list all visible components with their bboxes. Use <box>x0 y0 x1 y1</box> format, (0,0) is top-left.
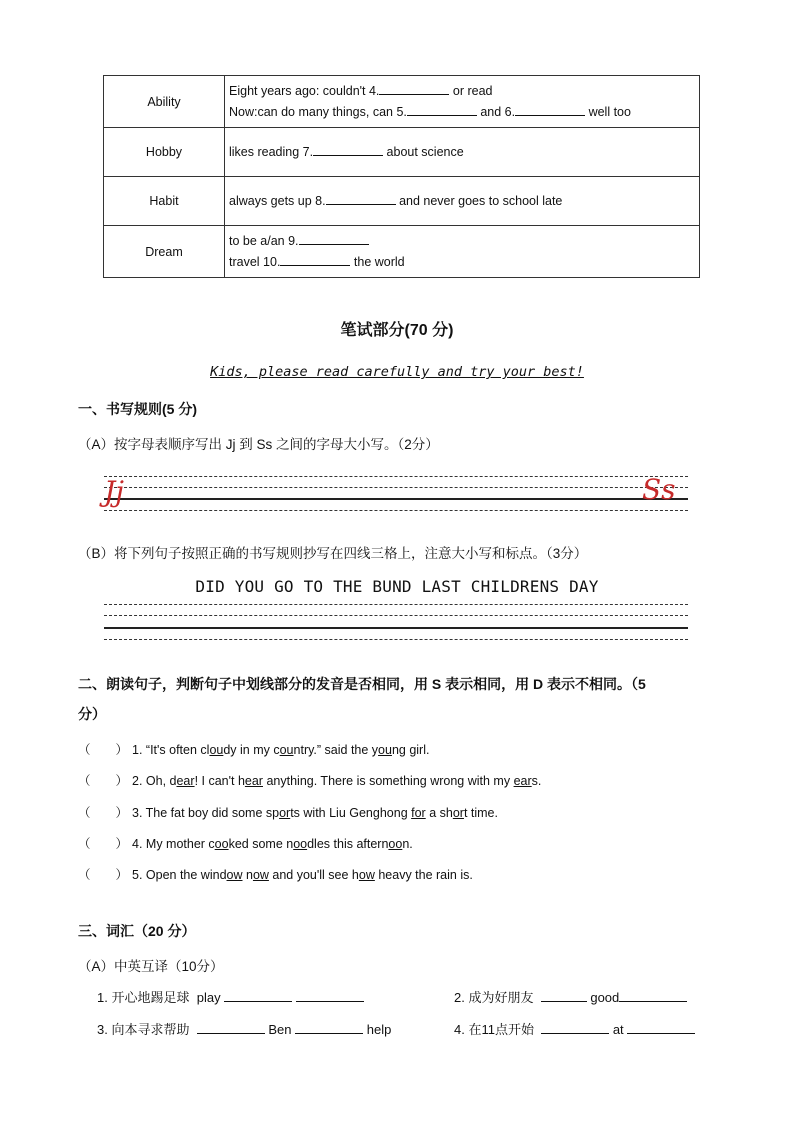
part2-heading-cont: 分） <box>78 706 106 722</box>
sentence-text: “It's often cl <box>145 743 210 757</box>
answer-bracket[interactable]: （ ） <box>78 743 129 757</box>
part1-instruction-b: （B）将下列句子按照正确的书写规则抄写在四线三格上，注意大小写和标点。（3分） <box>78 546 588 561</box>
four-line-grid-letters[interactable] <box>104 476 688 516</box>
sentence-text: The fat boy did some sp <box>145 806 280 820</box>
part2-heading: 二、朗读句子，判断句子中划线部分的发音是否相同，用 S 表示相同，用 D 表示不相同。（5 <box>78 676 646 692</box>
question-number: 4. <box>132 837 146 851</box>
underlined-part: ou <box>209 743 224 757</box>
answer-blank[interactable] <box>515 103 585 116</box>
question-number: 5. <box>132 868 146 882</box>
row-label: Dream <box>104 226 225 278</box>
row-label: Hobby <box>104 128 225 177</box>
end-letters: Ss <box>642 473 676 506</box>
answer-blank[interactable] <box>280 253 350 266</box>
table-row <box>104 177 700 226</box>
sentence-text: Open the wind <box>145 868 227 882</box>
answer-blank[interactable] <box>296 989 364 1002</box>
underlined-part: for <box>411 806 426 820</box>
question-item <box>78 740 429 758</box>
part1-instruction-a: （A）按字母表顺序写出 Jj 到 Ss 之间的字母大小写。（2分） <box>78 437 439 452</box>
underlined-part: or <box>279 806 291 820</box>
section-title: 笔试部分(70 分) <box>340 322 454 339</box>
sentence-text: My mother c <box>145 837 215 851</box>
underlined-part: ear <box>513 774 532 788</box>
answer-blank[interactable] <box>313 143 383 156</box>
underlined-part: ow <box>358 868 375 882</box>
answer-bracket[interactable]: （ ） <box>78 868 129 882</box>
four-line-grid-sentence[interactable] <box>104 604 688 644</box>
sentence-text: ! I can't h <box>194 774 245 788</box>
question-item <box>78 834 413 852</box>
vocab-item-4: 4. 在11点开始 at <box>454 1019 695 1038</box>
row-content: likes reading 7. about science <box>225 128 700 177</box>
row-content: Eight years ago: couldn't 4. or read Now:can do many things, can 5. and 6. well too <box>225 76 700 128</box>
answer-blank[interactable] <box>541 1021 609 1034</box>
start-letters: Jj <box>104 475 124 508</box>
question-number: 1. <box>132 743 146 757</box>
question-item <box>78 771 541 789</box>
vocab-item-2: 2. 成为好朋友 good <box>454 987 687 1006</box>
sentence-text: and you'll see h <box>268 868 359 882</box>
underlined-part: oo <box>214 837 229 851</box>
sentence-text: t time. <box>463 806 498 820</box>
row-label: Habit <box>104 177 225 226</box>
info-table <box>103 75 700 278</box>
vocab-item-1: 1. 开心地踢足球 play <box>97 987 364 1006</box>
copy-sentence: DID YOU GO TO THE BUND LAST CHILDRENS DAY <box>195 577 599 596</box>
underlined-part: ou <box>378 743 392 757</box>
sentence-text: heavy the rain is. <box>374 868 473 882</box>
underlined-part: ou <box>279 743 294 757</box>
answer-blank[interactable] <box>619 989 687 1002</box>
table-row <box>104 226 700 278</box>
answer-blank[interactable] <box>299 232 369 245</box>
question-item <box>78 803 498 821</box>
row-content: always gets up 8. and never goes to school late <box>225 177 700 226</box>
sentence-text: dy in my c <box>223 743 280 757</box>
motto: Kids, please read carefully and try your best! <box>210 364 584 380</box>
table-row <box>104 128 700 177</box>
sentence-text: n. <box>402 837 413 851</box>
answer-blank[interactable] <box>627 1021 695 1034</box>
underlined-part: ow <box>252 868 269 882</box>
question-item <box>78 865 473 883</box>
part3-heading: 三、词汇（20 分） <box>78 923 196 939</box>
underlined-part: ear <box>244 774 263 788</box>
sentence-text: s. <box>531 774 542 788</box>
answer-bracket[interactable]: （ ） <box>78 774 129 788</box>
row-content: to be a/an 9. travel 10. the world <box>225 226 700 278</box>
part1-heading: 一、书写规则(5 分) <box>78 401 197 417</box>
vocab-item-3: 3. 向本寻求帮助 Ben help <box>97 1022 392 1037</box>
sentence-text: ntry.” said the y <box>293 743 379 757</box>
answer-blank[interactable] <box>326 192 396 205</box>
answer-blank[interactable] <box>379 82 449 95</box>
answer-blank[interactable] <box>295 1021 363 1034</box>
sentence-text: n <box>242 868 253 882</box>
answer-blank[interactable] <box>541 989 587 1002</box>
answer-bracket[interactable]: （ ） <box>78 806 129 820</box>
part3-instruction-a: （A）中英互译（10分） <box>78 959 224 974</box>
underlined-part: ow <box>226 868 243 882</box>
answer-blank[interactable] <box>197 1021 265 1034</box>
question-number: 3. <box>132 806 146 820</box>
underlined-part: ear <box>176 774 195 788</box>
row-label: Ability <box>104 76 225 128</box>
answer-blank[interactable] <box>224 989 292 1002</box>
underlined-part: or <box>452 806 464 820</box>
sentence-text: ked some n <box>228 837 294 851</box>
sentence-text: Oh, d <box>145 774 177 788</box>
underlined-part: oo <box>293 837 308 851</box>
sentence-text: ts with Liu Genghong <box>290 806 412 820</box>
sentence-text: dles this aftern <box>307 837 389 851</box>
sentence-text: a sh <box>425 806 453 820</box>
sentence-text: ng girl. <box>391 743 430 757</box>
answer-blank[interactable] <box>407 103 477 116</box>
sentence-text: anything. There is something wrong with my <box>262 774 514 788</box>
answer-bracket[interactable]: （ ） <box>78 837 129 851</box>
question-number: 2. <box>132 774 146 788</box>
table-row <box>104 76 700 128</box>
underlined-part: oo <box>388 837 403 851</box>
